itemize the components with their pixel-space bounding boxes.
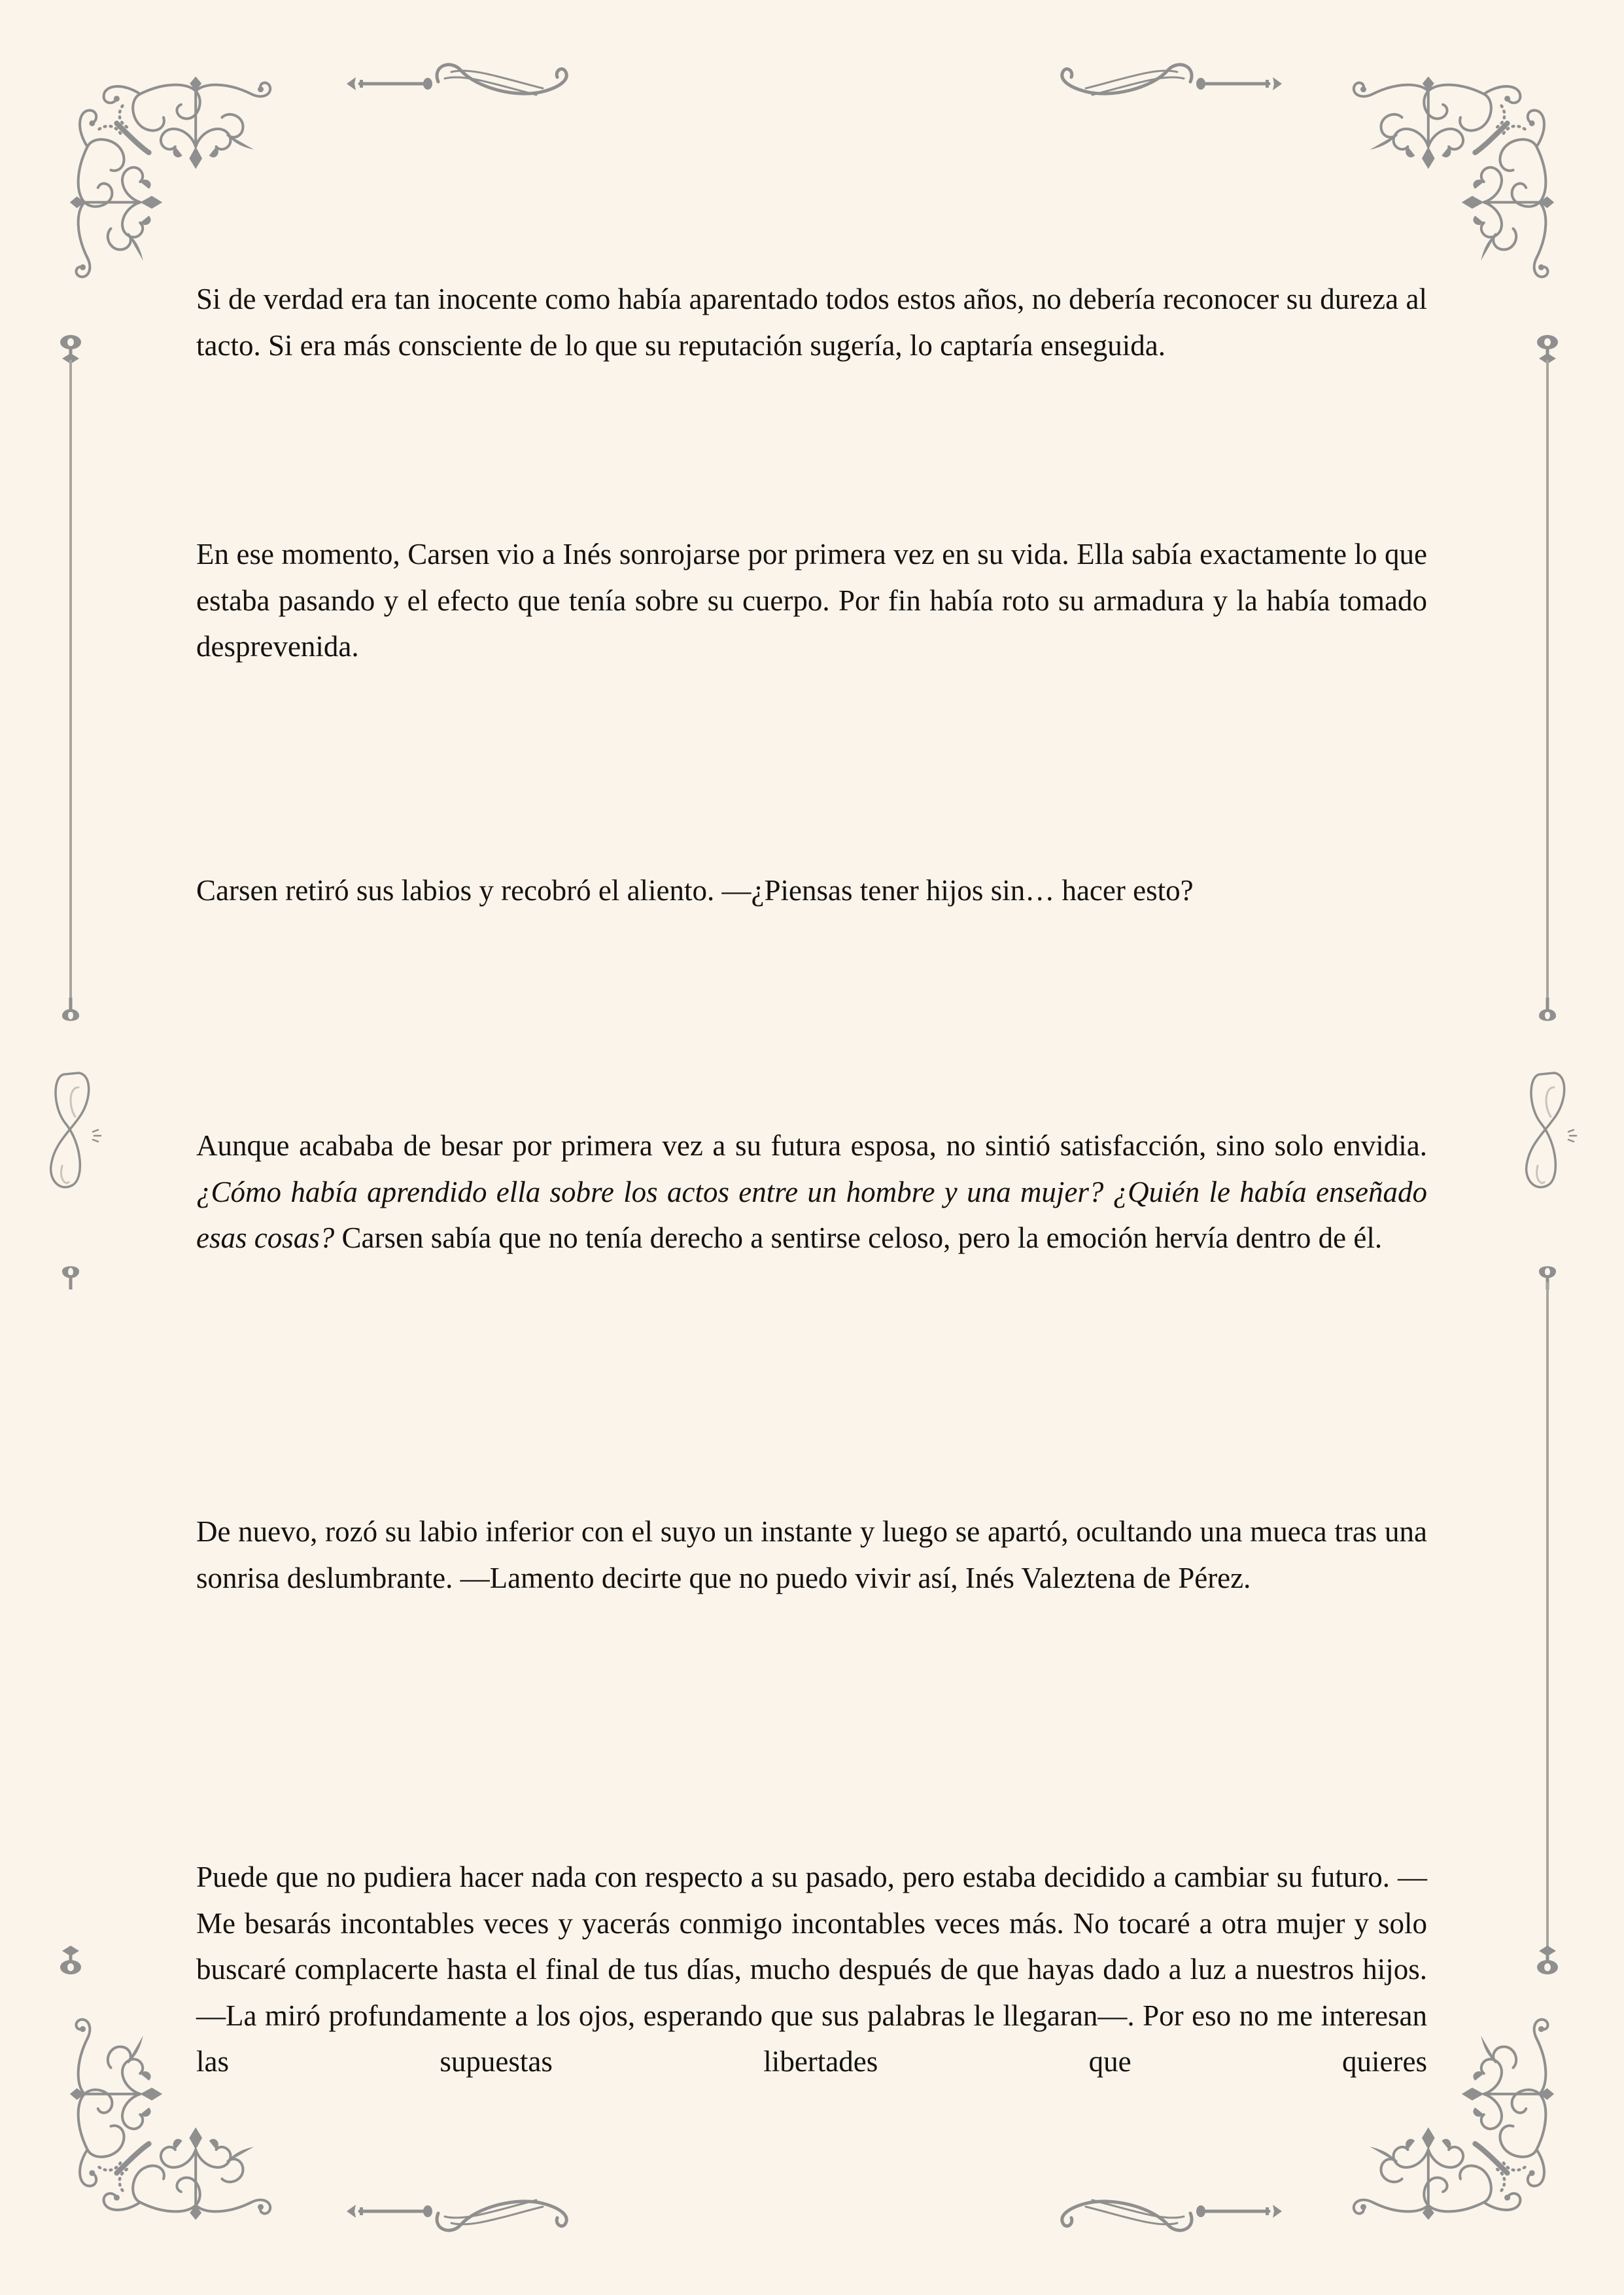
paragraph-text: Aunque acababa de besar por primera vez a su futura esposa, no sintió satisfacción, sino solo envidia.	[196, 1129, 1427, 1162]
paragraph	[196, 276, 1427, 368]
paragraph-text: Carsen retiró sus labios y recobró el aliento. —¿Piensas tener hijos sin… hacer esto?	[196, 874, 1194, 907]
paragraph	[196, 1854, 1427, 2085]
paragraph	[196, 531, 1427, 670]
paragraph	[196, 867, 1427, 914]
left-infinity-knot-icon	[46, 1068, 105, 1199]
paragraph	[196, 1123, 1427, 1261]
paragraph-text: Si de verdad era tan inocente como había aparentado todos estos años, no debería reconocer su dureza al tacto. Si era más consciente de lo que su reputación sugería, lo captaría enseguida.	[196, 283, 1427, 362]
paragraph-text: Puede que no pudiera hacer nada con respecto a su pasado, pero estaba decidido a cambiar su futuro. —Me besarás incontables veces y yacerás conmigo incontables veces más. No tocaré a otra mujer y solo buscaré complacerte hasta el final de tus días, mucho después de que hayas dado a luz a nuestros hijos. —La miró profundamente a los ojos, esperando que sus palabras le llegaran—. Por eso no me interesan las supuestas libertades que quieres	[196, 1861, 1427, 2078]
paragraph-text: En ese momento, Carsen vio a Inés sonrojarse por primera vez en su vida. Ella sabía exactamente lo que estaba pasando y el efecto que tenía sobre su cuerpo. Por fin había roto su armadura y la había tomado desprevenida.	[196, 538, 1427, 663]
paragraph	[196, 1509, 1427, 1601]
paragraph-text: Carsen sabía que no tenía derecho a sentirse celoso, pero la emoción hervía dentro de él.	[334, 1221, 1383, 1254]
body-text-column	[196, 0, 1427, 2295]
paragraph-text: De nuevo, rozó su labio inferior con el suyo un instante y luego se apartó, ocultando una mueca tras una sonrisa deslumbrante. —Lamento decirte que no puedo vivir así, Inés Valeztena de Pérez.	[196, 1515, 1427, 1594]
right-upper-rule	[1528, 324, 1567, 1037]
right-infinity-knot-icon	[1521, 1068, 1580, 1199]
left-upper-rule	[51, 324, 90, 1037]
right-lower-rule	[1528, 1259, 1567, 1986]
left-lower-rule	[51, 1259, 90, 1986]
paragraph-italic-thought: ¿Cómo había aprendido ella sobre los actos entre un hombre y una mujer? ¿Quién le había enseñado esas cosas?	[196, 1175, 1427, 1254]
